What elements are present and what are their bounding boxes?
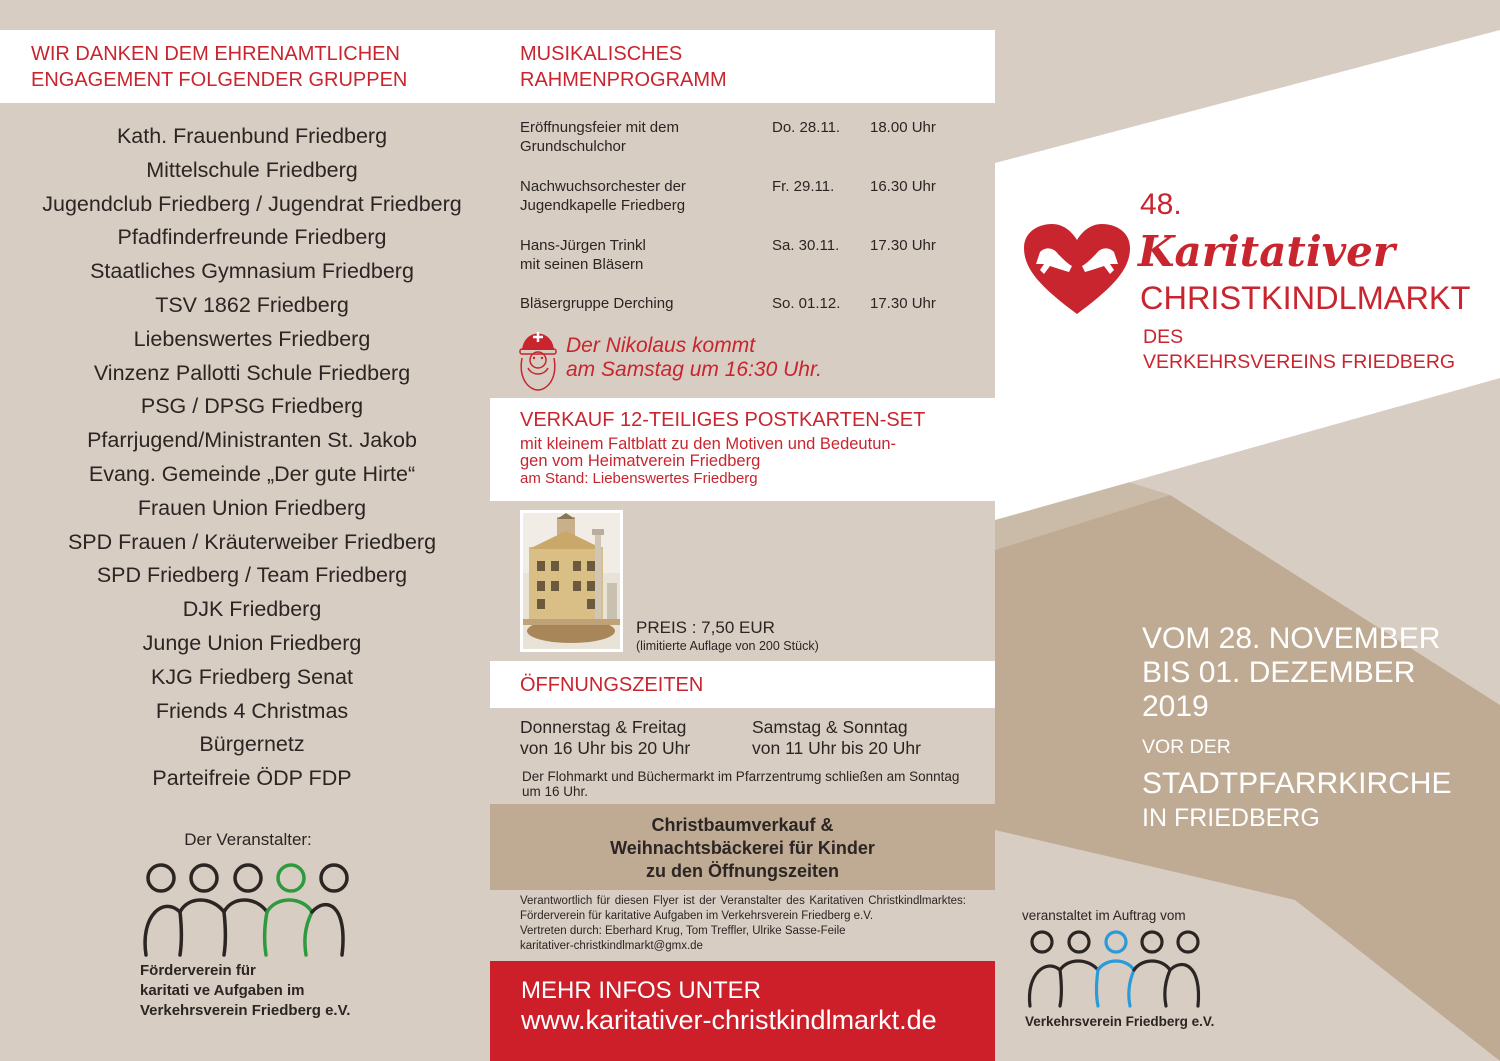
heart-hands-logo (1022, 222, 1132, 316)
music-header-line1: MUSIKALISCHES (520, 43, 683, 65)
opening-hours-header: ÖFFNUNGSZEITEN (490, 661, 995, 708)
group-item: TSV 1862 Friedberg (155, 292, 349, 317)
postcard-photo (520, 510, 623, 652)
imprint-represented: Vertreten durch: Eberhard Krug, Tom Treffler, Ulrike Sasse-Feile (520, 925, 846, 937)
group-item: Evang. Gemeinde „Der gute Hirte“ (88, 461, 416, 486)
thanks-header-line2: ENGAGEMENT FOLGENDER GRUPPEN (31, 69, 408, 91)
event-subtitle (1143, 325, 1455, 375)
hours-weekend-time: von 11 Uhr bis 20 Uhr (752, 738, 921, 758)
event-name (520, 236, 760, 274)
group-item: Parteifreie ÖDP FDP (152, 766, 352, 791)
nikolaus-line2: am Samstag um 16:30 Uhr. (566, 358, 822, 381)
nikolaus-line1: Der Nikolaus kommt (566, 334, 756, 357)
christbaum-line1: Christbaumverkauf & (651, 815, 834, 835)
group-item: SPD Frauen / Kräuterweiber Friedberg (67, 529, 437, 554)
event-name (520, 294, 760, 313)
town-hall-illustration (523, 513, 620, 649)
organizer-name (140, 961, 440, 1021)
event-row (520, 294, 990, 338)
market-closing-note: Der Flohmarkt und Büchermarkt im Pfarrzentrumg schließen am Sonntag um 16 Uhr. (522, 769, 960, 799)
event-dates (1142, 622, 1440, 724)
group-item: Staatliches Gymnasium Friedberg (90, 259, 414, 284)
event-row (520, 177, 990, 221)
event-name-line1: Bläsergruppe Derching (520, 295, 674, 312)
music-header-line2: RAHMENPROGRAMM (520, 69, 727, 91)
event-name-line1: Eröffnungsfeier mit dem (520, 119, 679, 136)
commissioned-by-label: veranstaltet im Auftrag vom (1022, 908, 1186, 923)
verkehrsverein-people-logo (1024, 928, 1204, 1010)
thanks-header-line1: WIR DANKEN DEM EHRENAMTLICHEN (31, 43, 400, 65)
hours-weekend-days: Samstag & Sonntag (752, 717, 908, 737)
event-row (520, 118, 990, 162)
group-item: Vinzenz Pallotti Schule Friedberg (93, 360, 411, 385)
event-time: 16.30 Uhr (870, 178, 936, 195)
postcard-desc-line2: gen vom Heimatverein Friedberg (520, 452, 761, 470)
group-item: Liebenswertes Friedberg (133, 326, 371, 351)
postcard-desc-line1: mit kleinem Faltblatt zu den Motiven und Bedeutun- (520, 435, 897, 453)
hours-weekday-time: von 16 Uhr bis 20 Uhr (520, 738, 691, 758)
group-item: Junge Union Friedberg (142, 630, 362, 655)
group-item: Kath. Frauenbund Friedberg (116, 124, 388, 148)
event-time: 17.30 Uhr (870, 295, 936, 312)
more-info-box (490, 961, 995, 1061)
group-item: Pfadfinderfreunde Friedberg (117, 225, 387, 250)
group-item: Pfarrjugend/Ministranten St. Jakob (87, 428, 417, 453)
location-church: STADTPFARRKIRCHE (1142, 767, 1452, 800)
nikolaus-icon (516, 320, 560, 392)
thanks-header (0, 30, 496, 103)
hours-weekday-days: Donnerstag & Freitag (520, 717, 687, 737)
group-item: SPD Friedberg / Team Friedberg (96, 563, 408, 588)
group-item: Jugendclub Friedberg / Jugendrat Friedberg (42, 191, 462, 216)
event-name-line1: Nachwuchsorchester der (520, 178, 686, 195)
event-name-line1: Hans-Jürgen Trinkl (520, 237, 646, 254)
more-info-label: MEHR INFOS UNTER (521, 977, 761, 1004)
postcard-sale-box (490, 398, 995, 501)
event-name-line2: mit seinen Bläsern (520, 256, 644, 273)
cover-background (995, 0, 1500, 1061)
location-prefix: VOR DER (1142, 736, 1231, 758)
website-link[interactable]: www.karitativer-christkindlmarkt.de (521, 1005, 937, 1035)
event-title: CHRISTKINDLMARKT (1140, 280, 1471, 316)
event-date: Do. 28.11. (772, 119, 841, 136)
group-item: Friends 4 Christmas (155, 698, 349, 723)
date-line3: 2019 (1142, 690, 1209, 723)
christbaum-line3: zu den Öffnungszeiten (646, 861, 839, 881)
imprint-responsible: Verantwortlich für diesen Flyer ist der Veranstalter des Karitativen Christkindlmarktes: Förderverein für karitative Aufgaben im Verkehrsverein Friedberg e.V. (520, 895, 966, 922)
event-row (520, 236, 990, 280)
subtitle-line1: DES (1143, 326, 1184, 348)
organizer-people-logo (136, 860, 350, 960)
imprint-email: karitativer-christkindlmarkt@gmx.de (520, 940, 703, 952)
verkehrsverein-name: Verkehrsverein Friedberg e.V. (1025, 1014, 1215, 1029)
edition-number: 48. (1140, 188, 1182, 221)
christmas-tree-sale-box (490, 804, 995, 890)
event-time: 18.00 Uhr (870, 119, 936, 136)
hours-weekend (752, 717, 921, 759)
group-item: PSG / DPSG Friedberg (140, 394, 364, 419)
date-line2: BIS 01. DEZEMBER (1142, 656, 1416, 689)
event-date: Sa. 30.11. (772, 237, 840, 254)
event-name-line2: Jugendkapelle Friedberg (520, 197, 686, 214)
nikolaus-announcement (566, 334, 986, 382)
postcard-description (520, 436, 960, 470)
imprint (520, 894, 966, 954)
event-name (520, 118, 760, 156)
group-item: Frauen Union Friedberg (137, 495, 367, 520)
postcard-price-note: (limitierte Auflage von 200 Stück) (636, 639, 819, 653)
event-title-script: Karitativer (1138, 227, 1396, 276)
event-name-line2: Grundschulchor (520, 138, 626, 155)
organizer-label: Der Veranstalter: (184, 830, 312, 849)
organizer-name-line2: karitati ve Aufgaben im (140, 982, 305, 999)
event-time: 17.30 Uhr (870, 237, 936, 254)
organizer-name-line3: Verkehrsverein Friedberg e.V. (140, 1002, 351, 1019)
group-item: KJG Friedberg Senat (151, 664, 353, 689)
postcard-price: PREIS : 7,50 EUR (636, 618, 775, 637)
event-name (520, 177, 760, 215)
christbaum-line2: Weihnachtsbäckerei für Kinder (610, 838, 875, 858)
music-program-header (490, 30, 995, 103)
location-city: IN FRIEDBERG (1142, 804, 1320, 832)
subtitle-line2: VERKEHRSVEREINS FRIEDBERG (1143, 351, 1456, 373)
group-item: Mittelschule Friedberg (146, 157, 358, 182)
organizer-name-line1: Förderverein für (140, 962, 256, 979)
event-date: So. 01.12. (772, 295, 841, 312)
group-item: Bürgernetz (199, 732, 305, 757)
group-item: DJK Friedberg (182, 597, 322, 622)
date-line1: VOM 28. NOVEMBER (1142, 622, 1441, 655)
hours-weekday (520, 717, 690, 759)
volunteer-groups-list (0, 120, 504, 796)
event-date: Fr. 29.11. (772, 178, 835, 195)
postcard-stand: am Stand: Liebenswertes Friedberg (520, 470, 758, 487)
postcard-title: VERKAUF 12-TEILIGES POSTKARTEN-SET (520, 409, 926, 431)
